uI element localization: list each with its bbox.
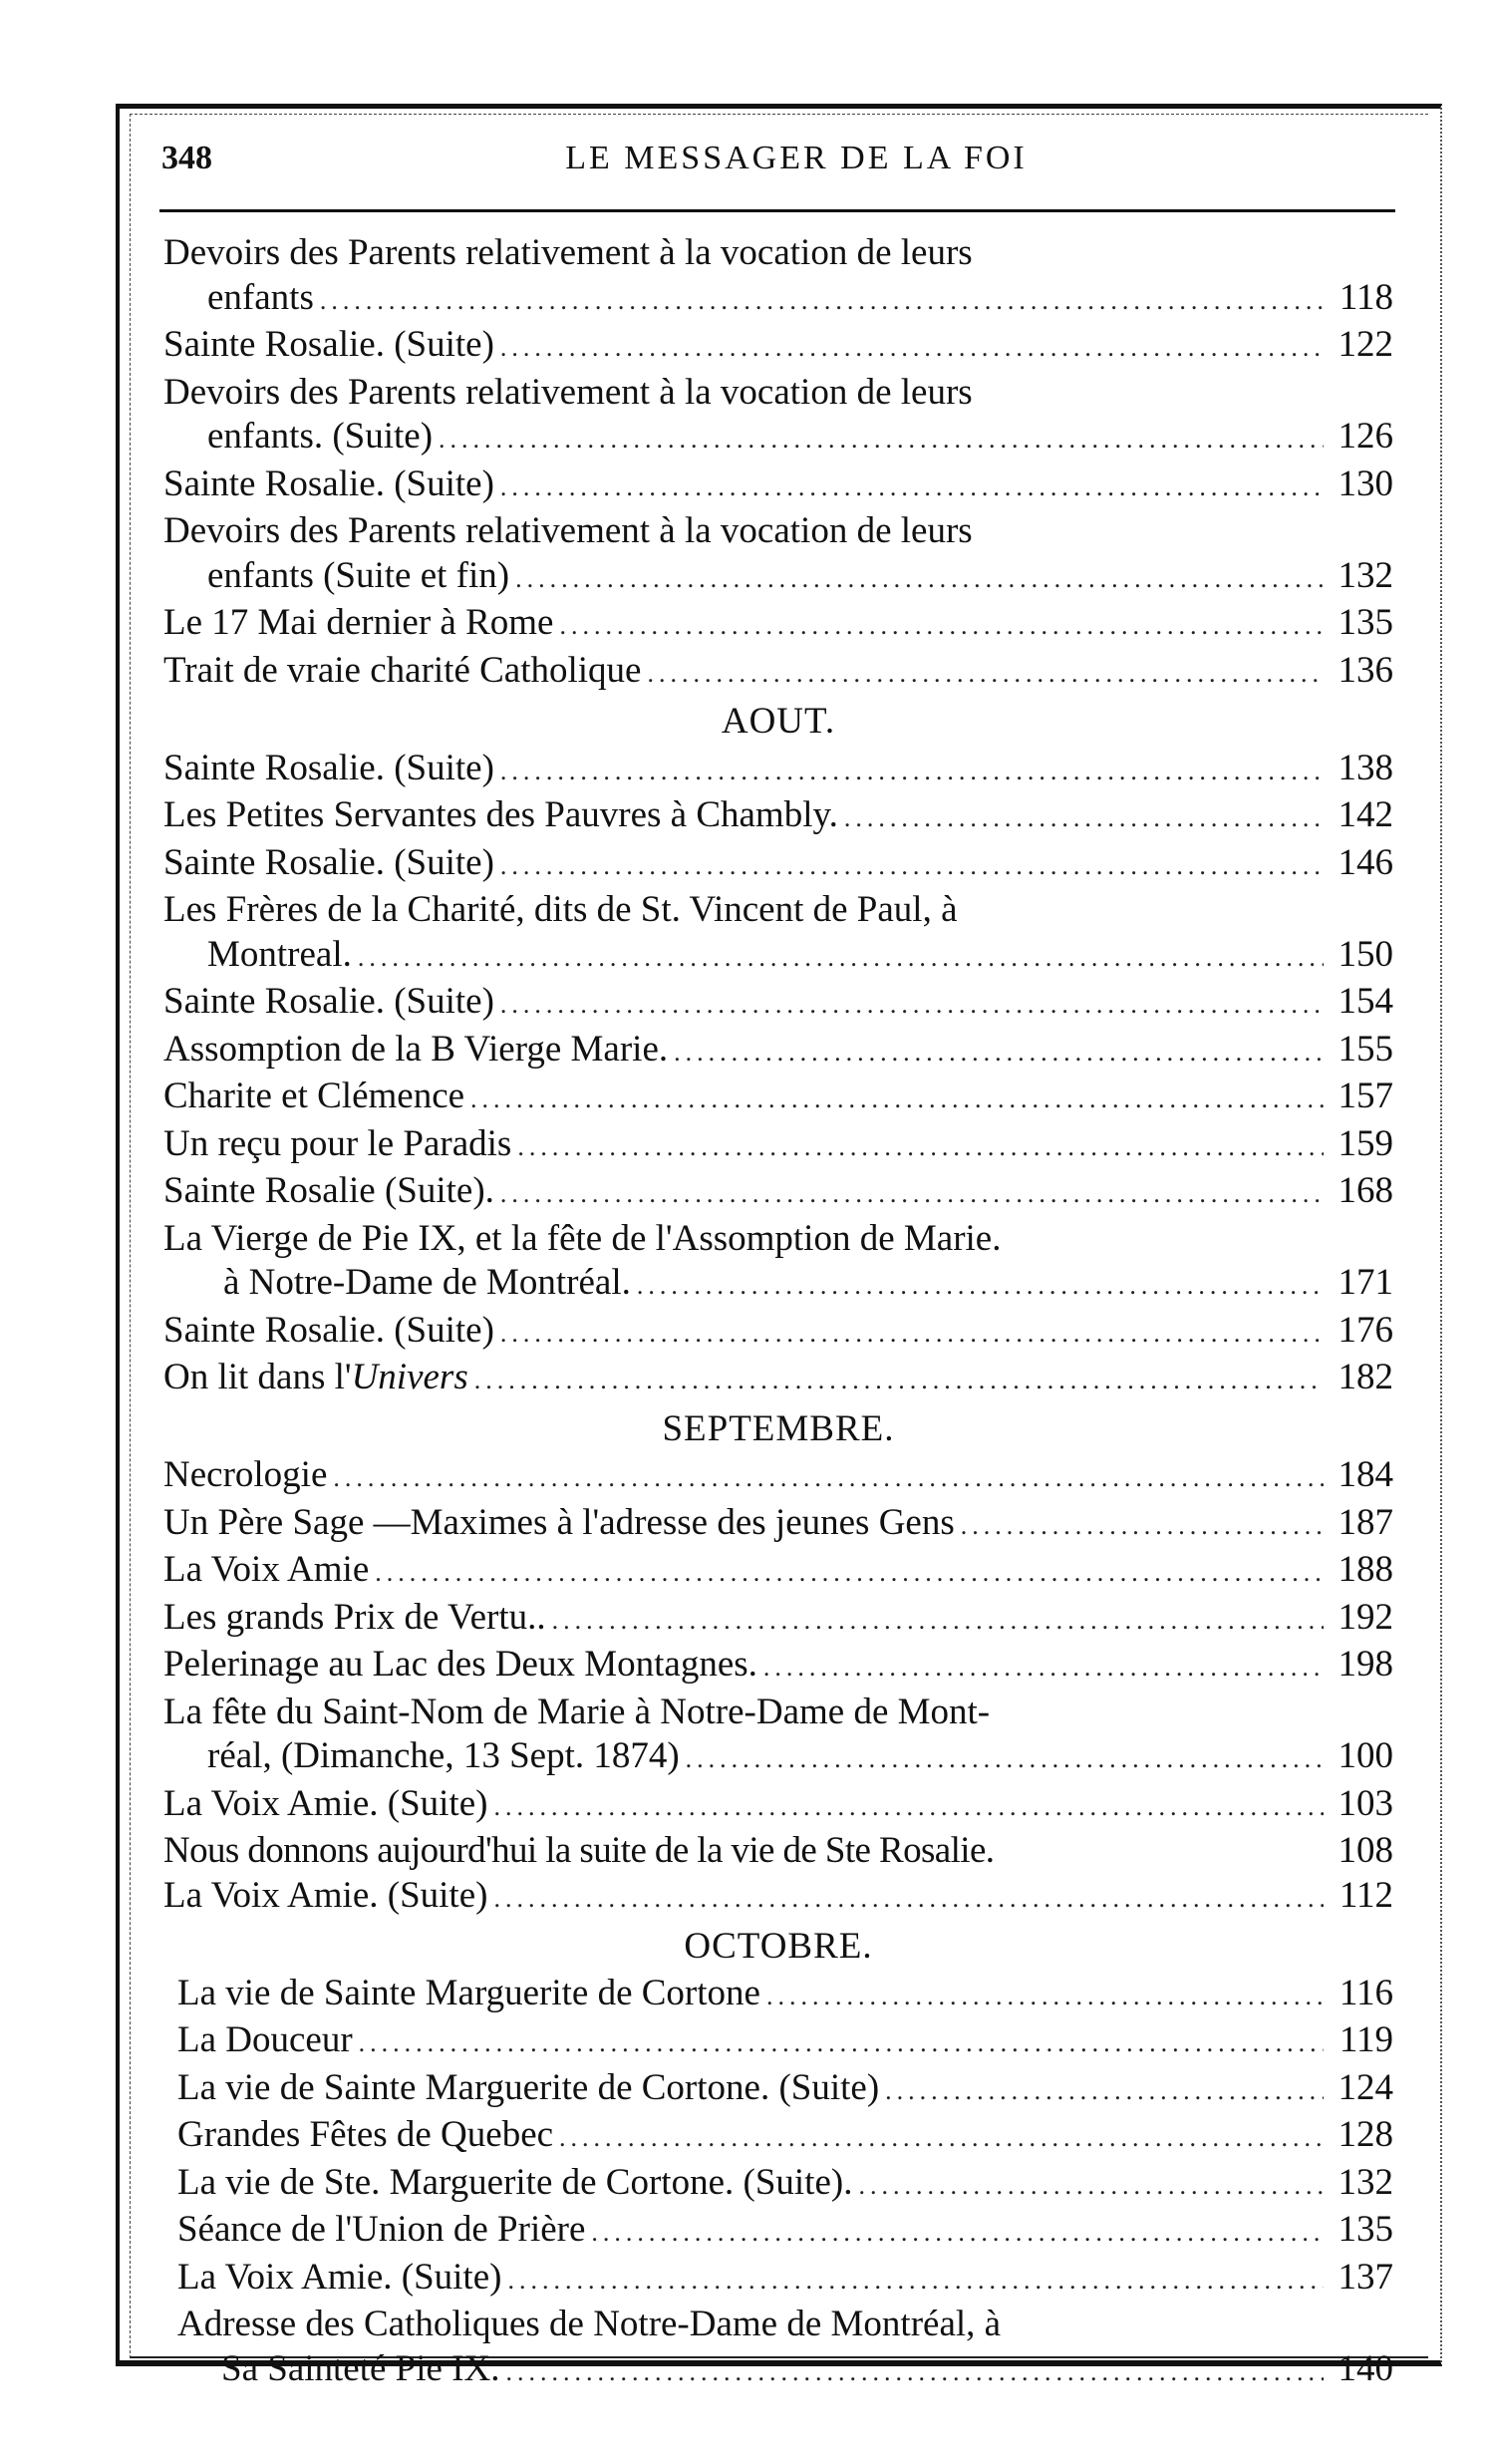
dot-leader	[358, 936, 1324, 981]
dot-leader	[506, 2350, 1324, 2395]
entry-title: Un Père Sage —Maximes à l'adresse des jeunes Gens	[163, 1501, 955, 1543]
entry-page: 108	[1338, 1830, 1393, 1871]
toc-entry	[163, 1596, 1393, 1644]
entry-page: 136	[1338, 649, 1393, 691]
entry-page: 132	[1338, 2161, 1393, 2203]
toc-entry	[163, 509, 1393, 601]
entry-page: 155	[1338, 1028, 1393, 1070]
entry-page: 182	[1338, 1357, 1393, 1397]
entry-page: 176	[1338, 1309, 1393, 1351]
entry-title: La Voix Amie. (Suite)	[177, 2256, 502, 2298]
entry-page: 157	[1338, 1076, 1393, 1116]
entry-title-line2: réal, (Dimanche, 13 Sept. 1874)	[207, 1735, 680, 1776]
entry-title-line2: Sa Sainteté Pie IX.	[221, 2347, 500, 2389]
toc-entry	[163, 1169, 1393, 1217]
entry-title-line2: enfants	[207, 276, 314, 318]
entry-title: Nous donnons aujourd'hui la suite de la vie de Ste Rosalie.	[163, 1830, 995, 1871]
dot-leader	[500, 326, 1324, 371]
entry-title: La Voix Amie. (Suite)	[163, 1782, 488, 1824]
toc-entry	[163, 371, 1393, 462]
toc-entry	[163, 1309, 1393, 1357]
entry-page: 126	[1338, 416, 1393, 457]
entry-title: Necrologie	[163, 1454, 328, 1495]
entry-page: 192	[1338, 1596, 1393, 1638]
dot-leader	[507, 2259, 1324, 2304]
entry-title-line1: La Vierge de Pie IX, et la fête de l'Assomption de Marie.	[163, 1217, 1002, 1259]
table-of-contents	[163, 231, 1393, 2394]
entry-title: Grandes Fêtes de Quebec	[177, 2114, 554, 2155]
dot-leader	[493, 1877, 1324, 1922]
dot-leader	[500, 983, 1324, 1028]
entry-title-line1: Les Frères de la Charité, dits de St. Vincent de Paul, à	[163, 889, 958, 930]
dot-leader	[493, 1785, 1324, 1830]
toc-entry	[163, 1453, 1393, 1501]
dot-leader	[320, 279, 1324, 324]
entry-title: Sainte Rosalie. (Suite)	[163, 324, 494, 365]
toc-entry	[163, 888, 1393, 980]
dot-leader	[517, 1125, 1324, 1170]
toc-entry	[163, 1122, 1393, 1170]
entry-title: La vie de Sainte Marguerite de Cortone	[177, 1972, 760, 2013]
dot-leader	[500, 465, 1324, 510]
dot-leader	[559, 2116, 1324, 2161]
page-header	[161, 140, 1391, 189]
toc-entry	[163, 1501, 1393, 1549]
entry-title: Sainte Rosalie. (Suite)	[163, 981, 494, 1022]
toc-entry	[163, 462, 1393, 510]
entry-page: 135	[1338, 602, 1393, 643]
dot-leader	[961, 1504, 1324, 1549]
entry-page: 159	[1338, 1122, 1393, 1164]
section-heading-septembre: SEPTEMBRE.	[662, 1407, 895, 1449]
toc-entry	[163, 2113, 1393, 2161]
dot-leader	[439, 418, 1324, 462]
entry-page: 124	[1338, 2066, 1393, 2108]
toc-entry	[163, 2303, 1393, 2394]
entry-title	[163, 1356, 468, 1400]
entry-page: 130	[1338, 462, 1393, 504]
entry-title: Un reçu pour le Paradis	[163, 1122, 512, 1164]
entry-title-prefix: On lit dans l'	[163, 1357, 352, 1397]
entry-title: La Douceur	[177, 2019, 353, 2060]
entry-page: 188	[1338, 1549, 1393, 1590]
section-heading-aout: AOUT.	[721, 701, 836, 742]
dot-leader	[591, 2211, 1324, 2256]
entry-title: La Voix Amie. (Suite)	[163, 1874, 488, 1916]
entry-title-line2: à Notre-Dame de Montréal.	[223, 1262, 631, 1303]
entry-page: 118	[1339, 276, 1393, 318]
header-rule	[159, 209, 1395, 212]
dot-leader	[474, 1359, 1324, 1403]
toc-entry	[163, 231, 1393, 323]
entry-page: 154	[1338, 981, 1393, 1022]
entry-title: Les Petites Servantes des Pauvres à Chambly.	[163, 794, 838, 835]
entry-page: 132	[1338, 554, 1393, 596]
entry-title: Trait de vraie charité Catholique	[163, 649, 642, 691]
dot-leader	[500, 1312, 1324, 1357]
dot-leader	[515, 557, 1324, 602]
toc-entry	[163, 1829, 1393, 1874]
entry-title: Pelerinage au Lac des Deux Montagnes.	[163, 1644, 757, 1685]
running-title: LE MESSAGER DE LA FOI	[565, 140, 1028, 176]
dot-leader	[552, 1599, 1324, 1644]
toc-entry	[163, 747, 1393, 794]
toc-entry	[163, 1028, 1393, 1076]
dot-leader	[500, 750, 1324, 794]
entry-title-line2: enfants. (Suite)	[207, 416, 434, 457]
toc-entry	[163, 2256, 1393, 2304]
dot-leader	[647, 652, 1324, 697]
entry-title-line1: Devoirs des Parents relativement à la vocation de leurs	[163, 510, 973, 551]
entry-title: Séance de l'Union de Prière	[177, 2209, 586, 2250]
entry-page: 138	[1338, 747, 1393, 788]
dot-leader	[375, 1551, 1324, 1596]
entry-page: 135	[1338, 2209, 1393, 2250]
entry-title-line1: Adresse des Catholiques de Notre-Dame de Montréal, à	[177, 2304, 1002, 2344]
entry-title-line2: enfants (Suite et fin)	[207, 554, 510, 596]
dot-leader	[359, 2021, 1324, 2066]
toc-entry	[163, 1075, 1393, 1122]
entry-page: 146	[1338, 841, 1393, 883]
toc-entry	[163, 649, 1393, 697]
toc-entry	[163, 2018, 1393, 2066]
entry-title: Sainte Rosalie. (Suite)	[163, 462, 494, 504]
entry-title-line1: Devoirs des Parents relativement à la vocation de leurs	[163, 371, 973, 413]
toc-entry	[163, 2161, 1393, 2209]
entry-page: 103	[1338, 1782, 1393, 1824]
entry-title: La vie de Sainte Marguerite de Cortone. (Suite)	[177, 2066, 880, 2108]
dot-leader	[500, 844, 1324, 889]
octobre-entries	[163, 1972, 1393, 2395]
entry-page: 122	[1338, 324, 1393, 365]
toc-entry	[163, 2208, 1393, 2256]
dot-leader	[844, 796, 1324, 841]
entry-title: La vie de Ste. Marguerite de Cortone. (Suite).	[177, 2161, 853, 2203]
entry-title: Charite et Clémence	[163, 1076, 465, 1116]
entry-title: Sainte Rosalie (Suite).	[163, 1170, 494, 1211]
entry-page: 187	[1338, 1501, 1393, 1543]
entry-page: 184	[1338, 1454, 1393, 1495]
entry-page: 150	[1338, 933, 1393, 975]
entry-page: 137	[1338, 2256, 1393, 2298]
entry-title: Assomption de la B Vierge Marie.	[163, 1028, 669, 1070]
entry-title: Les grands Prix de Vertu..	[163, 1596, 546, 1638]
toc-entry	[163, 1782, 1393, 1830]
entry-title-line2: Montreal.	[207, 933, 352, 975]
toc-entry	[163, 2066, 1393, 2114]
dot-leader	[763, 1646, 1324, 1691]
entry-title: Sainte Rosalie. (Suite)	[163, 841, 494, 883]
dot-leader	[674, 1031, 1324, 1076]
section-heading-octobre: OCTOBRE.	[684, 1926, 873, 1967]
entry-title: Sainte Rosalie. (Suite)	[163, 1309, 494, 1351]
toc-entry	[163, 1217, 1393, 1309]
toc-entry	[163, 1356, 1393, 1403]
toc-entry	[163, 1972, 1393, 2019]
toc-entry	[163, 1874, 1393, 1922]
dot-leader	[858, 2164, 1324, 2209]
dot-leader	[766, 1975, 1324, 2019]
entry-title-italic: Univers	[351, 1357, 468, 1397]
entry-page: 112	[1339, 1874, 1393, 1916]
page-number: 348	[161, 140, 212, 176]
entry-title-line1: Devoirs des Parents relativement à la vocation de leurs	[163, 232, 973, 273]
entry-page: 116	[1339, 1972, 1393, 2013]
entry-title: Le 17 Mai dernier à Rome	[163, 602, 554, 643]
dot-leader	[637, 1264, 1324, 1309]
toc-entry	[163, 1643, 1393, 1691]
toc-entry	[163, 841, 1393, 889]
dot-leader	[333, 1456, 1324, 1501]
entry-title: Sainte Rosalie. (Suite)	[163, 747, 494, 788]
dot-leader	[470, 1078, 1324, 1122]
entry-title: La Voix Amie	[163, 1549, 370, 1590]
dot-leader	[686, 1737, 1324, 1782]
toc-entry	[163, 793, 1393, 841]
toc-entry	[163, 1691, 1393, 1782]
entry-title-line1: La fête du Saint-Nom de Marie à Notre-Dame de Mont-	[163, 1691, 991, 1732]
toc-entry	[163, 323, 1393, 371]
entry-page: 119	[1339, 2019, 1393, 2060]
entry-page: 198	[1338, 1644, 1393, 1685]
entry-page: 100	[1338, 1735, 1393, 1776]
entry-page: 140	[1338, 2347, 1393, 2389]
entry-page: 142	[1338, 794, 1393, 835]
toc-entry	[163, 980, 1393, 1028]
dot-leader	[500, 1172, 1324, 1217]
entry-page: 171	[1338, 1262, 1393, 1303]
entry-page: 128	[1338, 2114, 1393, 2155]
entry-page: 168	[1338, 1170, 1393, 1211]
toc-entry	[163, 601, 1393, 649]
toc-entry	[163, 1548, 1393, 1596]
dot-leader	[559, 604, 1324, 649]
dot-leader	[885, 2069, 1324, 2114]
